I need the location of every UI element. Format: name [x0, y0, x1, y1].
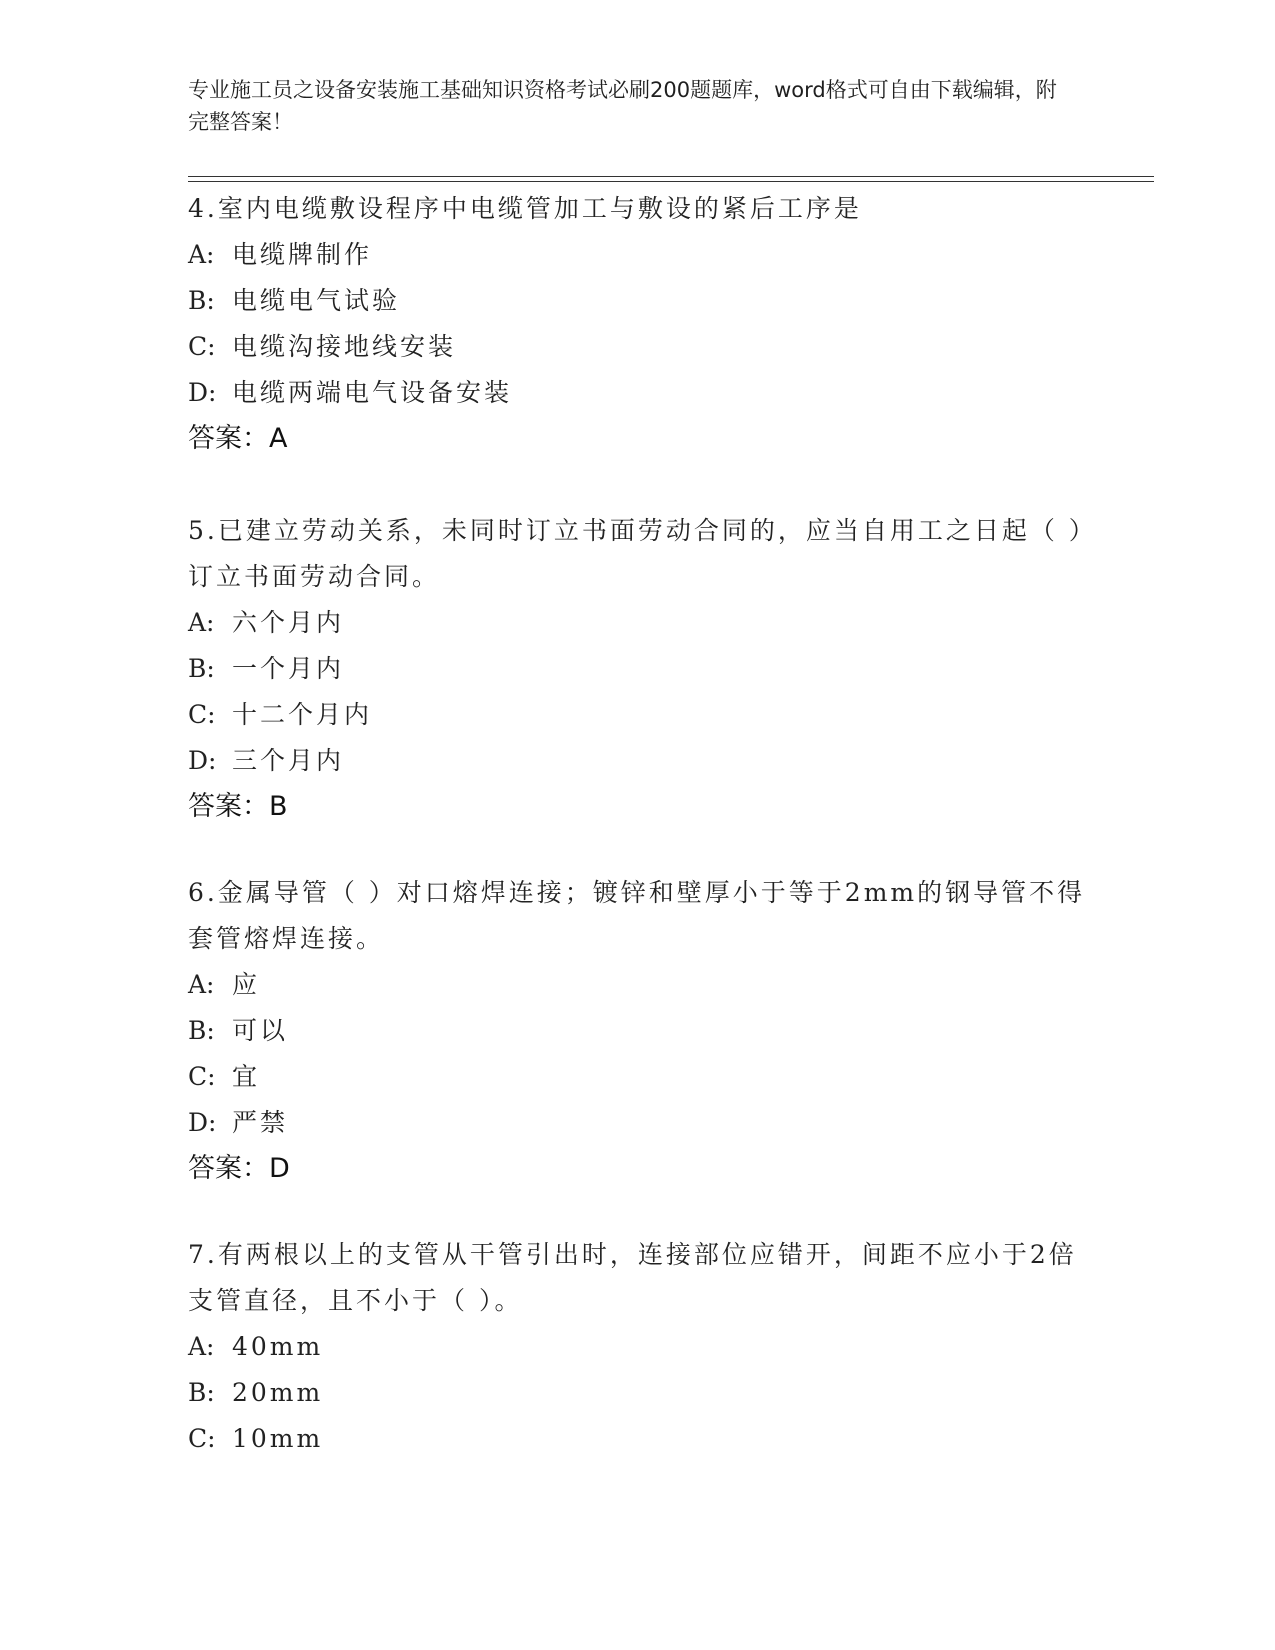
option-text: 20mm [232, 1378, 324, 1407]
option-b [188, 646, 1088, 692]
option-text: 电缆电气试验 [232, 286, 401, 315]
question-stem: 7.有两根以上的支管从干管引出时，连接部位应错开，间距不应小于2倍支管直径，且不小于（ ）。 [188, 1240, 1077, 1315]
option-letter: C: [188, 700, 216, 729]
question-6 [188, 870, 1088, 1192]
option-letter: B: [188, 654, 215, 683]
answer-line: 答案：A [188, 423, 288, 454]
option-text: 一个月内 [232, 654, 345, 683]
option-text: 严禁 [232, 1108, 289, 1137]
option-letter: C: [188, 1424, 216, 1453]
option-b [188, 1008, 1088, 1054]
option-letter: D: [188, 1108, 217, 1137]
option-letter: A: [188, 1332, 215, 1361]
option-c [188, 692, 1088, 738]
option-a [188, 1324, 1088, 1370]
option-d [188, 738, 1088, 784]
option-b [188, 278, 1088, 324]
option-text: 40mm [232, 1332, 324, 1361]
question-stem: 4.室内电缆敷设程序中电缆管加工与敷设的紧后工序是 [188, 194, 862, 223]
question-stem: 5.已建立劳动关系，未同时订立书面劳动合同的，应当自用工之日起（ ）订立书面劳动合同。 [188, 516, 1085, 591]
option-text: 电缆两端电气设备安装 [232, 378, 513, 407]
option-letter: A: [188, 240, 215, 269]
option-letter: D: [188, 378, 217, 407]
document-header [188, 74, 1068, 138]
header-intro-text: 专业施工员之设备安装施工基础知识资格考试必刷200题题库，word格式可自由下载编辑，附完整答案！ [188, 78, 1057, 134]
header-divider-bottom [188, 181, 1154, 182]
option-a [188, 600, 1088, 646]
option-a [188, 232, 1088, 278]
option-c [188, 1416, 1088, 1462]
option-b [188, 1370, 1088, 1416]
option-letter: B: [188, 1378, 215, 1407]
option-d [188, 1100, 1088, 1146]
option-text: 三个月内 [232, 746, 345, 775]
option-text: 宜 [232, 1062, 261, 1091]
question-7 [188, 1232, 1088, 1462]
answer-line: 答案：B [188, 791, 288, 822]
option-c [188, 1054, 1088, 1100]
option-text: 应 [232, 970, 261, 999]
option-letter: B: [188, 286, 215, 315]
option-text: 六个月内 [232, 608, 345, 637]
option-text: 可以 [232, 1016, 289, 1045]
option-letter: A: [188, 970, 215, 999]
option-letter: A: [188, 608, 215, 637]
question-stem: 6.金属导管（ ）对口熔焊连接；镀锌和壁厚小于等于2mm的钢导管不得套管熔焊连接。 [188, 878, 1086, 953]
option-letter: C: [188, 1062, 216, 1091]
header-divider-top [188, 176, 1154, 177]
option-text: 电缆牌制作 [232, 240, 373, 269]
answer-line: 答案：D [188, 1153, 290, 1184]
option-text: 10mm [232, 1424, 324, 1453]
option-letter: C: [188, 332, 216, 361]
option-a [188, 962, 1088, 1008]
option-c [188, 324, 1088, 370]
option-text: 电缆沟接地线安装 [232, 332, 457, 361]
option-letter: D: [188, 746, 217, 775]
option-letter: B: [188, 1016, 215, 1045]
option-text: 十二个月内 [232, 700, 373, 729]
question-5 [188, 508, 1088, 830]
option-d [188, 370, 1088, 416]
question-4 [188, 186, 1088, 462]
